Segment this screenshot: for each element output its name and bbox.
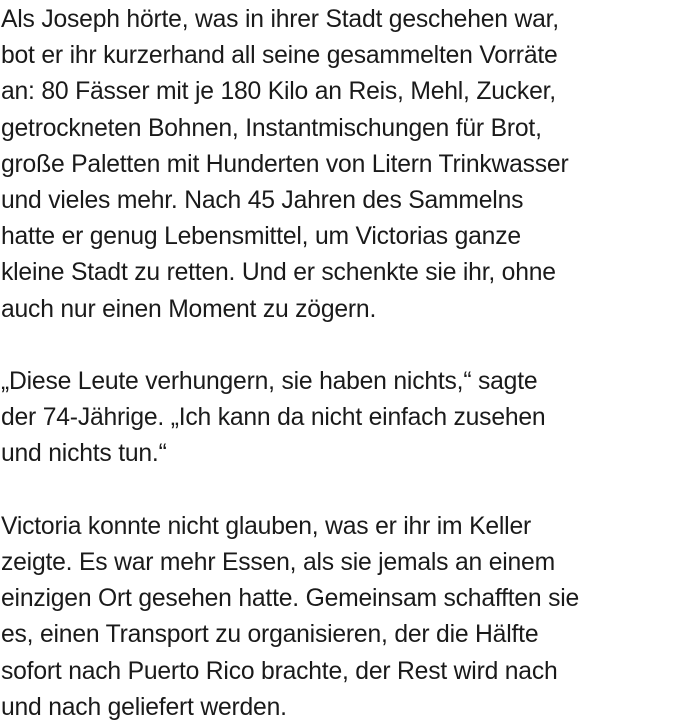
text-line: Victoria konnte nicht glauben, was er ihr im Keller xyxy=(1,512,531,540)
text-line: kleine Stadt zu retten. Und er schenkte sie ihr, ohne xyxy=(1,259,556,287)
article-body xyxy=(1,2,680,726)
text-line: „Diese Leute verhungern, sie haben nichts,“ sagte xyxy=(1,368,538,396)
text-line: an: 80 Fässer mit je 180 Kilo an Reis, Mehl, Zucker, xyxy=(1,78,556,106)
text-line: Als Joseph hörte, was in ihrer Stadt geschehen war, xyxy=(1,6,559,33)
text-line: hatte er genug Lebensmittel, um Victorias ganze xyxy=(1,223,521,251)
text-line: große Paletten mit Hunderten von Litern Trinkwasser xyxy=(1,150,569,178)
paragraph-1 xyxy=(1,2,680,328)
text-line: einzigen Ort gesehen hatte. Gemeinsam schafften sie xyxy=(1,585,580,613)
text-line: sofort nach Puerto Rico brachte, der Rest wird nach xyxy=(1,657,558,685)
text-line: und vieles mehr. Nach 45 Jahren des Sammelns xyxy=(1,187,524,215)
text-line: es, einen Transport zu organisieren, der die Hälfte xyxy=(1,621,539,649)
paragraph-3 xyxy=(1,509,680,726)
text-line: der 74-Jährige. „Ich kann da nicht einfach zusehen xyxy=(1,404,546,432)
text-line: und nach geliefert werden. xyxy=(1,693,287,721)
text-line: getrockneten Bohnen, Instantmischungen für Brot, xyxy=(1,114,542,142)
paragraph-2-quote xyxy=(1,364,680,473)
text-line: zeigte. Es war mehr Essen, als sie jemals an einem xyxy=(1,549,555,577)
text-line: bot er ihr kurzerhand all seine gesammelten Vorräte xyxy=(1,42,558,70)
text-line: und nichts tun.“ xyxy=(1,440,167,468)
text-line: auch nur einen Moment zu zögern. xyxy=(1,295,377,323)
